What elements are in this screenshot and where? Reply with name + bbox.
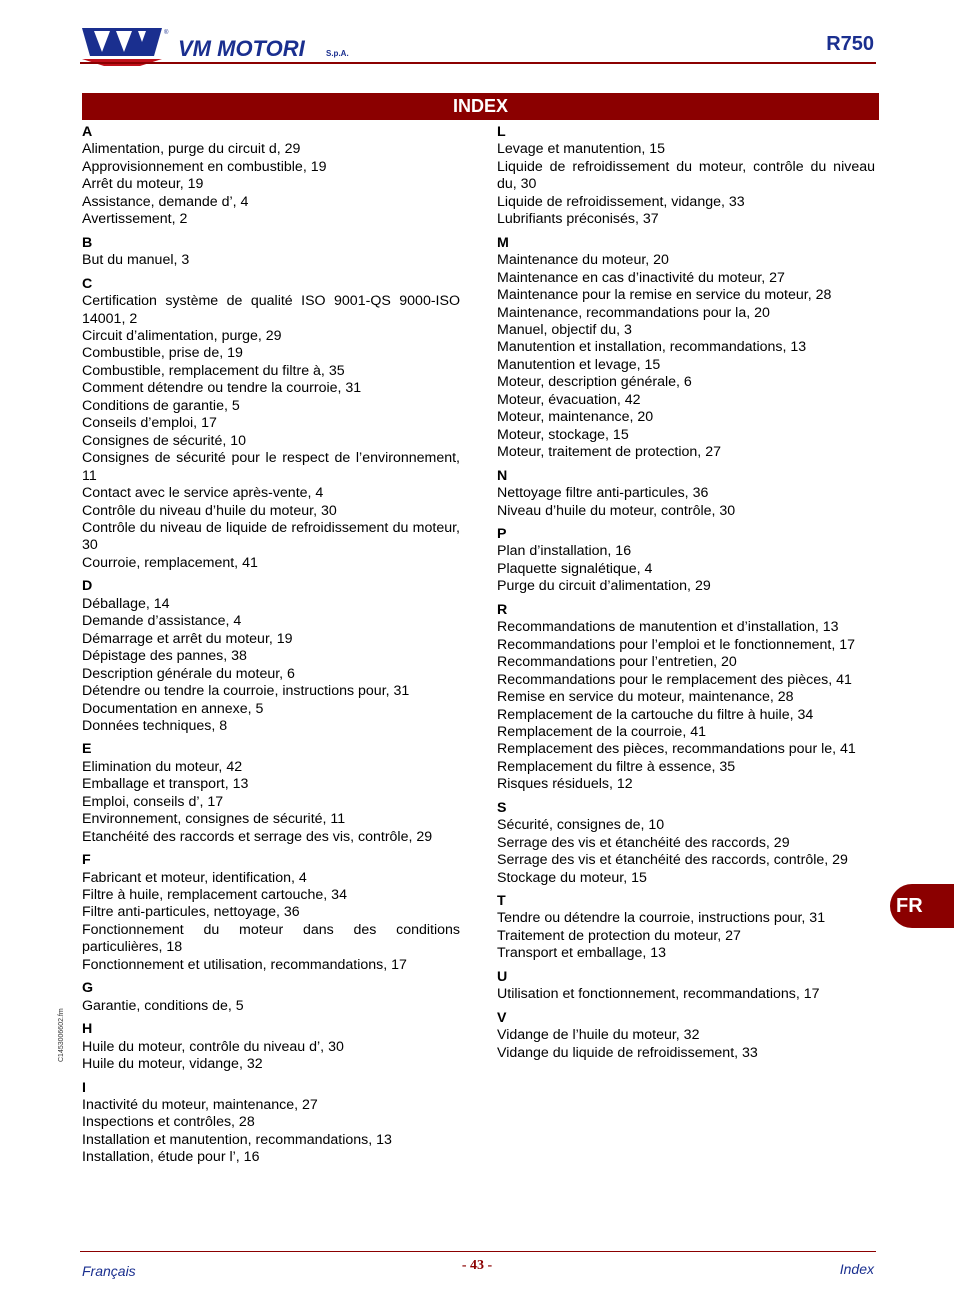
index-entry[interactable]: Manutention et installation, recommandations, 13 — [497, 339, 807, 356]
index-entry[interactable]: Levage et manutention, 15 — [497, 141, 666, 158]
index-entry[interactable]: Dépistage des pannes, 38 — [82, 648, 247, 665]
section-letter: H — [82, 1021, 93, 1038]
index-entry[interactable]: Contrôle du niveau d’huile du moteur, 30 — [82, 502, 337, 519]
index-section-l — [497, 124, 875, 229]
index-entry[interactable]: Moteur, maintenance, 20 — [497, 409, 654, 426]
index-entry[interactable]: Emploi, conseils d’, 17 — [82, 793, 224, 810]
section-letter: V — [497, 1009, 507, 1026]
index-entry[interactable]: Remplacement de la courroie, 41 — [497, 723, 706, 740]
index-entry[interactable]: Stockage du moteur, 15 — [497, 869, 647, 886]
section-letter: N — [497, 467, 508, 484]
index-entry[interactable]: Circuit d’alimentation, purge, 29 — [82, 327, 282, 344]
section-letter: E — [82, 741, 92, 758]
section-letter: L — [497, 124, 506, 140]
index-entry[interactable]: Maintenance du moteur, 20 — [497, 252, 669, 269]
index-entry[interactable]: Consignes de sécurité, 10 — [82, 432, 247, 449]
index-entry[interactable]: Risques résiduels, 12 — [497, 776, 633, 793]
index-entry[interactable]: Manutention et levage, 15 — [497, 356, 661, 373]
index-entry[interactable]: Moteur, traitement de protection, 27 — [497, 444, 721, 461]
header-rule — [80, 62, 876, 64]
index-section-p — [497, 526, 875, 596]
section-letter: A — [82, 124, 93, 140]
index-entry[interactable]: Lubrifiants préconisés, 37 — [497, 211, 659, 228]
section-letter: M — [497, 234, 509, 251]
index-entry[interactable]: Niveau d’huile du moteur, contrôle, 30 — [497, 502, 736, 519]
index-entry[interactable]: Remise en service du moteur, maintenance, 28 — [497, 689, 794, 706]
index-entry[interactable]: Installation et manutention, recommandations, 13 — [82, 1131, 392, 1148]
index-entry[interactable]: Tendre ou détendre la courroie, instructions pour, 31 — [497, 910, 826, 927]
index-section-g — [82, 980, 460, 1015]
index-entry[interactable]: Arrêt du moteur, 19 — [82, 176, 204, 193]
section-letter: P — [497, 525, 507, 542]
section-letter: U — [497, 968, 508, 985]
section-letter: T — [497, 893, 506, 910]
index-entry[interactable]: Contact avec le service après-vente, 4 — [82, 485, 324, 502]
index-entry[interactable]: Avertissement, 2 — [82, 211, 188, 228]
index-entry[interactable]: Plaquette signalétique, 4 — [497, 560, 653, 577]
section-letter: C — [82, 275, 93, 292]
index-entry[interactable]: Certification système de qualité ISO 9001-QS 9000-ISO 14001, 2 — [82, 293, 460, 327]
index-entry[interactable]: Nettoyage filtre anti-particules, 36 — [497, 485, 709, 502]
section-letter: G — [82, 980, 94, 997]
index-section-r — [497, 602, 875, 794]
index-entry[interactable]: Inactivité du moteur, maintenance, 27 — [82, 1097, 318, 1114]
index-entry[interactable]: Transport et emballage, 13 — [497, 945, 667, 962]
index-entry[interactable]: Fonctionnement du moteur dans des conditions particulières, 18 — [82, 921, 460, 956]
index-section-f — [82, 852, 460, 974]
index-entry[interactable]: Approvisionnement en combustible, 19 — [82, 158, 327, 175]
index-section-e — [82, 741, 460, 846]
index-entry[interactable]: Elimination du moteur, 42 — [82, 758, 243, 775]
brand-suffix: S.p.A. — [326, 49, 349, 58]
index-entry[interactable]: Huile du moteur, contrôle du niveau d’, 30 — [82, 1038, 344, 1055]
index-section-a — [82, 124, 460, 229]
index-entry[interactable]: Assistance, demande d’, 4 — [82, 193, 249, 210]
page-number: - 43 - — [461, 1258, 493, 1273]
index-entry[interactable]: Conditions de garantie, 5 — [82, 397, 240, 414]
index-entry[interactable]: Recommandations pour l’entretien, 20 — [497, 654, 737, 671]
index-entry[interactable]: Maintenance en cas d’inactivité du moteur, 27 — [497, 269, 785, 286]
model-name: R750 — [826, 33, 874, 55]
index-section-n — [497, 468, 875, 520]
index-entry[interactable]: Emballage et transport, 13 — [82, 776, 249, 793]
index-left-column — [82, 124, 460, 1167]
index-entry[interactable]: Déballage, 14 — [82, 595, 170, 612]
index-entry[interactable]: Consignes de sécurité pour le respect de l’environnement, 11 — [82, 450, 460, 484]
index-entry[interactable]: Vidange de l’huile du moteur, 32 — [497, 1027, 700, 1044]
index-entry[interactable]: Remplacement du filtre à essence, 35 — [497, 758, 736, 775]
index-banner: INDEX — [82, 93, 879, 120]
index-section-d — [82, 578, 460, 735]
index-entry[interactable]: Moteur, évacuation, 42 — [497, 391, 641, 408]
index-entry[interactable]: Comment détendre ou tendre la courroie, 31 — [82, 380, 362, 397]
index-entry[interactable]: Recommandations de manutention et d’installation, 13 — [497, 619, 839, 636]
index-entry[interactable]: Purge du circuit d’alimentation, 29 — [497, 578, 711, 595]
file-code: C1453006602.fm — [58, 1008, 65, 1062]
index-entry[interactable]: Filtre à huile, remplacement cartouche, 34 — [82, 887, 347, 904]
index-entry[interactable]: Huile du moteur, vidange, 32 — [82, 1056, 263, 1073]
index-entry[interactable]: Recommandations pour le remplacement des pièces, 41 — [497, 671, 852, 688]
index-section-u — [497, 969, 875, 1004]
index-entry[interactable]: Moteur, description générale, 6 — [497, 374, 692, 391]
index-entry[interactable]: Combustible, prise de, 19 — [82, 345, 243, 362]
index-entry[interactable]: Vidange du liquide de refroidissement, 33 — [497, 1044, 758, 1061]
index-entry[interactable]: Serrage des vis et étanchéité des raccords, contrôle, 29 — [497, 852, 848, 869]
language-tab[interactable]: FR — [890, 884, 954, 928]
index-entry[interactable]: Contrôle du niveau de liquide de refroidissement du moteur, 30 — [82, 519, 460, 554]
index-entry[interactable]: Documentation en annexe, 5 — [82, 700, 264, 717]
index-section-v — [497, 1010, 875, 1062]
index-section-m — [497, 235, 875, 462]
index-entry[interactable]: Garantie, conditions de, 5 — [82, 997, 244, 1014]
section-letter: B — [82, 234, 93, 251]
index-entry[interactable]: Environnement, consignes de sécurité, 11 — [82, 811, 346, 828]
index-section-c — [82, 276, 460, 573]
index-entry[interactable]: Filtre anti-particules, nettoyage, 36 — [82, 904, 300, 921]
index-entry[interactable]: Alimentation, purge du circuit d, 29 — [82, 141, 301, 158]
section-letter: I — [82, 1079, 86, 1096]
brand-name: VM MOTORI — [178, 36, 305, 61]
index-entry[interactable]: Description générale du moteur, 6 — [82, 665, 295, 682]
index-entry[interactable]: But du manuel, 3 — [82, 252, 190, 269]
index-entry[interactable]: Conseils d’emploi, 17 — [82, 415, 217, 432]
index-entry[interactable]: Remplacement des pièces, recommandations pour le, 41 — [497, 741, 856, 758]
index-section-h — [82, 1021, 460, 1073]
footer-section: Index — [839, 1261, 874, 1277]
footer-language: Français — [82, 1263, 136, 1279]
index-entry[interactable]: Inspections et contrôles, 28 — [82, 1114, 255, 1131]
index-section-s — [497, 800, 875, 887]
index-entry[interactable]: Maintenance, recommandations pour la, 20 — [497, 304, 770, 321]
index-section-t — [497, 893, 875, 963]
index-entry[interactable]: Combustible, remplacement du filtre à, 35 — [82, 362, 345, 379]
section-letter: D — [82, 578, 93, 595]
index-entry[interactable]: Maintenance pour la remise en service du moteur, 28 — [497, 287, 832, 304]
index-entry[interactable]: Données techniques, 8 — [82, 717, 228, 734]
index-entry[interactable]: Serrage des vis et étanchéité des raccords, 29 — [497, 834, 790, 851]
index-entry[interactable]: Moteur, stockage, 15 — [497, 426, 629, 443]
index-right-column — [497, 124, 875, 1062]
index-entry[interactable]: Démarrage et arrêt du moteur, 19 — [82, 630, 293, 647]
index-entry[interactable]: Liquide de refroidissement, vidange, 33 — [497, 193, 745, 210]
index-entry[interactable]: Utilisation et fonctionnement, recommandations, 17 — [497, 986, 820, 1003]
index-section-b — [82, 235, 460, 270]
index-entry[interactable]: Demande d’assistance, 4 — [82, 613, 242, 630]
index-entry[interactable]: Sécurité, consignes de, 10 — [497, 817, 665, 834]
index-entry[interactable]: Détendre ou tendre la courroie, instructions pour, 31 — [82, 683, 410, 700]
index-section-i — [82, 1080, 460, 1167]
svg-text:®: ® — [164, 30, 169, 36]
index-entry[interactable]: Manuel, objectif du, 3 — [497, 321, 632, 338]
index-entry[interactable]: Courroie, remplacement, 41 — [82, 554, 258, 571]
index-entry[interactable]: Plan d’installation, 16 — [497, 543, 632, 560]
section-letter: S — [497, 799, 507, 816]
index-entry[interactable]: Traitement de protection du moteur, 27 — [497, 927, 741, 944]
index-entry[interactable]: Fabricant et moteur, identification, 4 — [82, 869, 307, 886]
section-letter: R — [497, 601, 508, 618]
index-entry[interactable]: Fonctionnement et utilisation, recommandations, 17 — [82, 956, 407, 973]
index-entry[interactable]: Etanchéité des raccords et serrage des vis, contrôle, 29 — [82, 828, 433, 845]
index-entry[interactable]: Remplacement de la cartouche du filtre à huile, 34 — [497, 706, 814, 723]
index-entry[interactable]: Recommandations pour l’emploi et le fonctionnement, 17 — [497, 636, 856, 653]
section-letter: F — [82, 852, 91, 869]
index-entry[interactable]: Liquide de refroidissement du moteur, contrôle du niveau du, 30 — [497, 158, 875, 193]
footer-rule — [80, 1251, 876, 1252]
index-entry[interactable]: Installation, étude pour l’, 16 — [82, 1149, 260, 1166]
